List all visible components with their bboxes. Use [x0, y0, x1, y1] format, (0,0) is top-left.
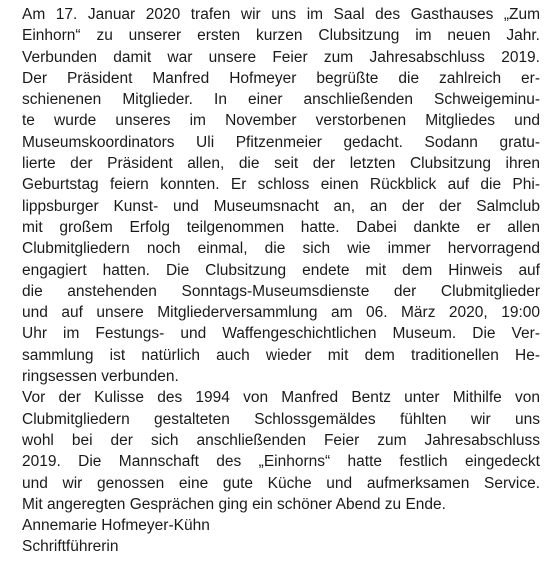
text-line: 2019. Die Mannschaft des „Einhorns“ hatte festlich eingedeckt [22, 453, 540, 471]
text-line: lippsburger Kunst- und Museumsnacht an, an der der Salmclub [22, 197, 540, 215]
text-line: wohl bei der sich anschließenden Feier zum Jahresabschluss [22, 431, 540, 449]
text-line: und wir genossen eine gute Küche und aufmerksamen Service. [22, 474, 540, 492]
text-line: die anstehenden Sonntags-Museumsdienste der Clubmitglieder [22, 282, 540, 300]
text-line: mit großem Erfolg teilgenommen hatte. Dabei dankte er allen [22, 218, 540, 236]
text-line: ringsessen verbunden. [22, 368, 179, 386]
text-line: Der Präsident Manfred Hofmeyer begrüßte die zahlreich er- [22, 69, 540, 87]
paragraph-club-meeting [22, 4, 540, 387]
text-line: Vor der Kulisse des 1994 von Manfred Bentz unter Mithilfe von [22, 389, 540, 407]
text-line: Einhorn“ zu unserer ersten kurzen Clubsitzung im neuen Jahr. [22, 27, 540, 45]
text-line: Geburtstag feiern konnten. Er schloss einen Rückblick auf die Phi- [22, 176, 540, 194]
text-line: schienenen Mitglieder. In einer anschließenden Schweigeminu- [22, 91, 540, 109]
text-line: lierte der Präsident allen, die seit der letzten Clubsitzung ihren [22, 155, 540, 173]
text-line: Verbunden damit war unsere Feier zum Jahresabschluss 2019. [22, 48, 540, 66]
text-line: Clubmitgliedern noch einmal, die sich wie immer hervorragend [22, 240, 540, 258]
text-line: te wurde unseres im November verstorbenen Mitgliedes und [22, 112, 540, 130]
article-body [22, 4, 540, 558]
text-line: Uhr im Festungs- und Waffengeschichtlichen Museum. Die Ver- [22, 325, 540, 343]
text-line: Am 17. Januar 2020 trafen wir uns im Saal des Gasthauses „Zum [22, 6, 540, 23]
author-role: Schriftführerin [22, 538, 119, 556]
signature-block [22, 515, 540, 558]
paragraph-year-end-celebration [22, 387, 540, 515]
text-line: sammlung ist natürlich auch wieder mit dem traditionellen He- [22, 346, 540, 364]
text-line: engagiert hatten. Die Clubsitzung endete mit dem Hinweis auf [22, 261, 540, 279]
text-line: Clubmitgliedern gestalteten Schlossgemäldes fühlten wir uns [22, 410, 540, 428]
author-name: Annemarie Hofmeyer-Kühn [22, 517, 210, 535]
text-line: und auf unsere Mitgliederversammlung am 06. März 2020, 19:00 [22, 304, 540, 322]
text-line: Museumskoordinators Uli Pfitzenmeier gedacht. Sodann gratu- [22, 133, 540, 151]
text-line: Mit angeregten Gesprächen ging ein schöner Abend zu Ende. [22, 495, 446, 513]
